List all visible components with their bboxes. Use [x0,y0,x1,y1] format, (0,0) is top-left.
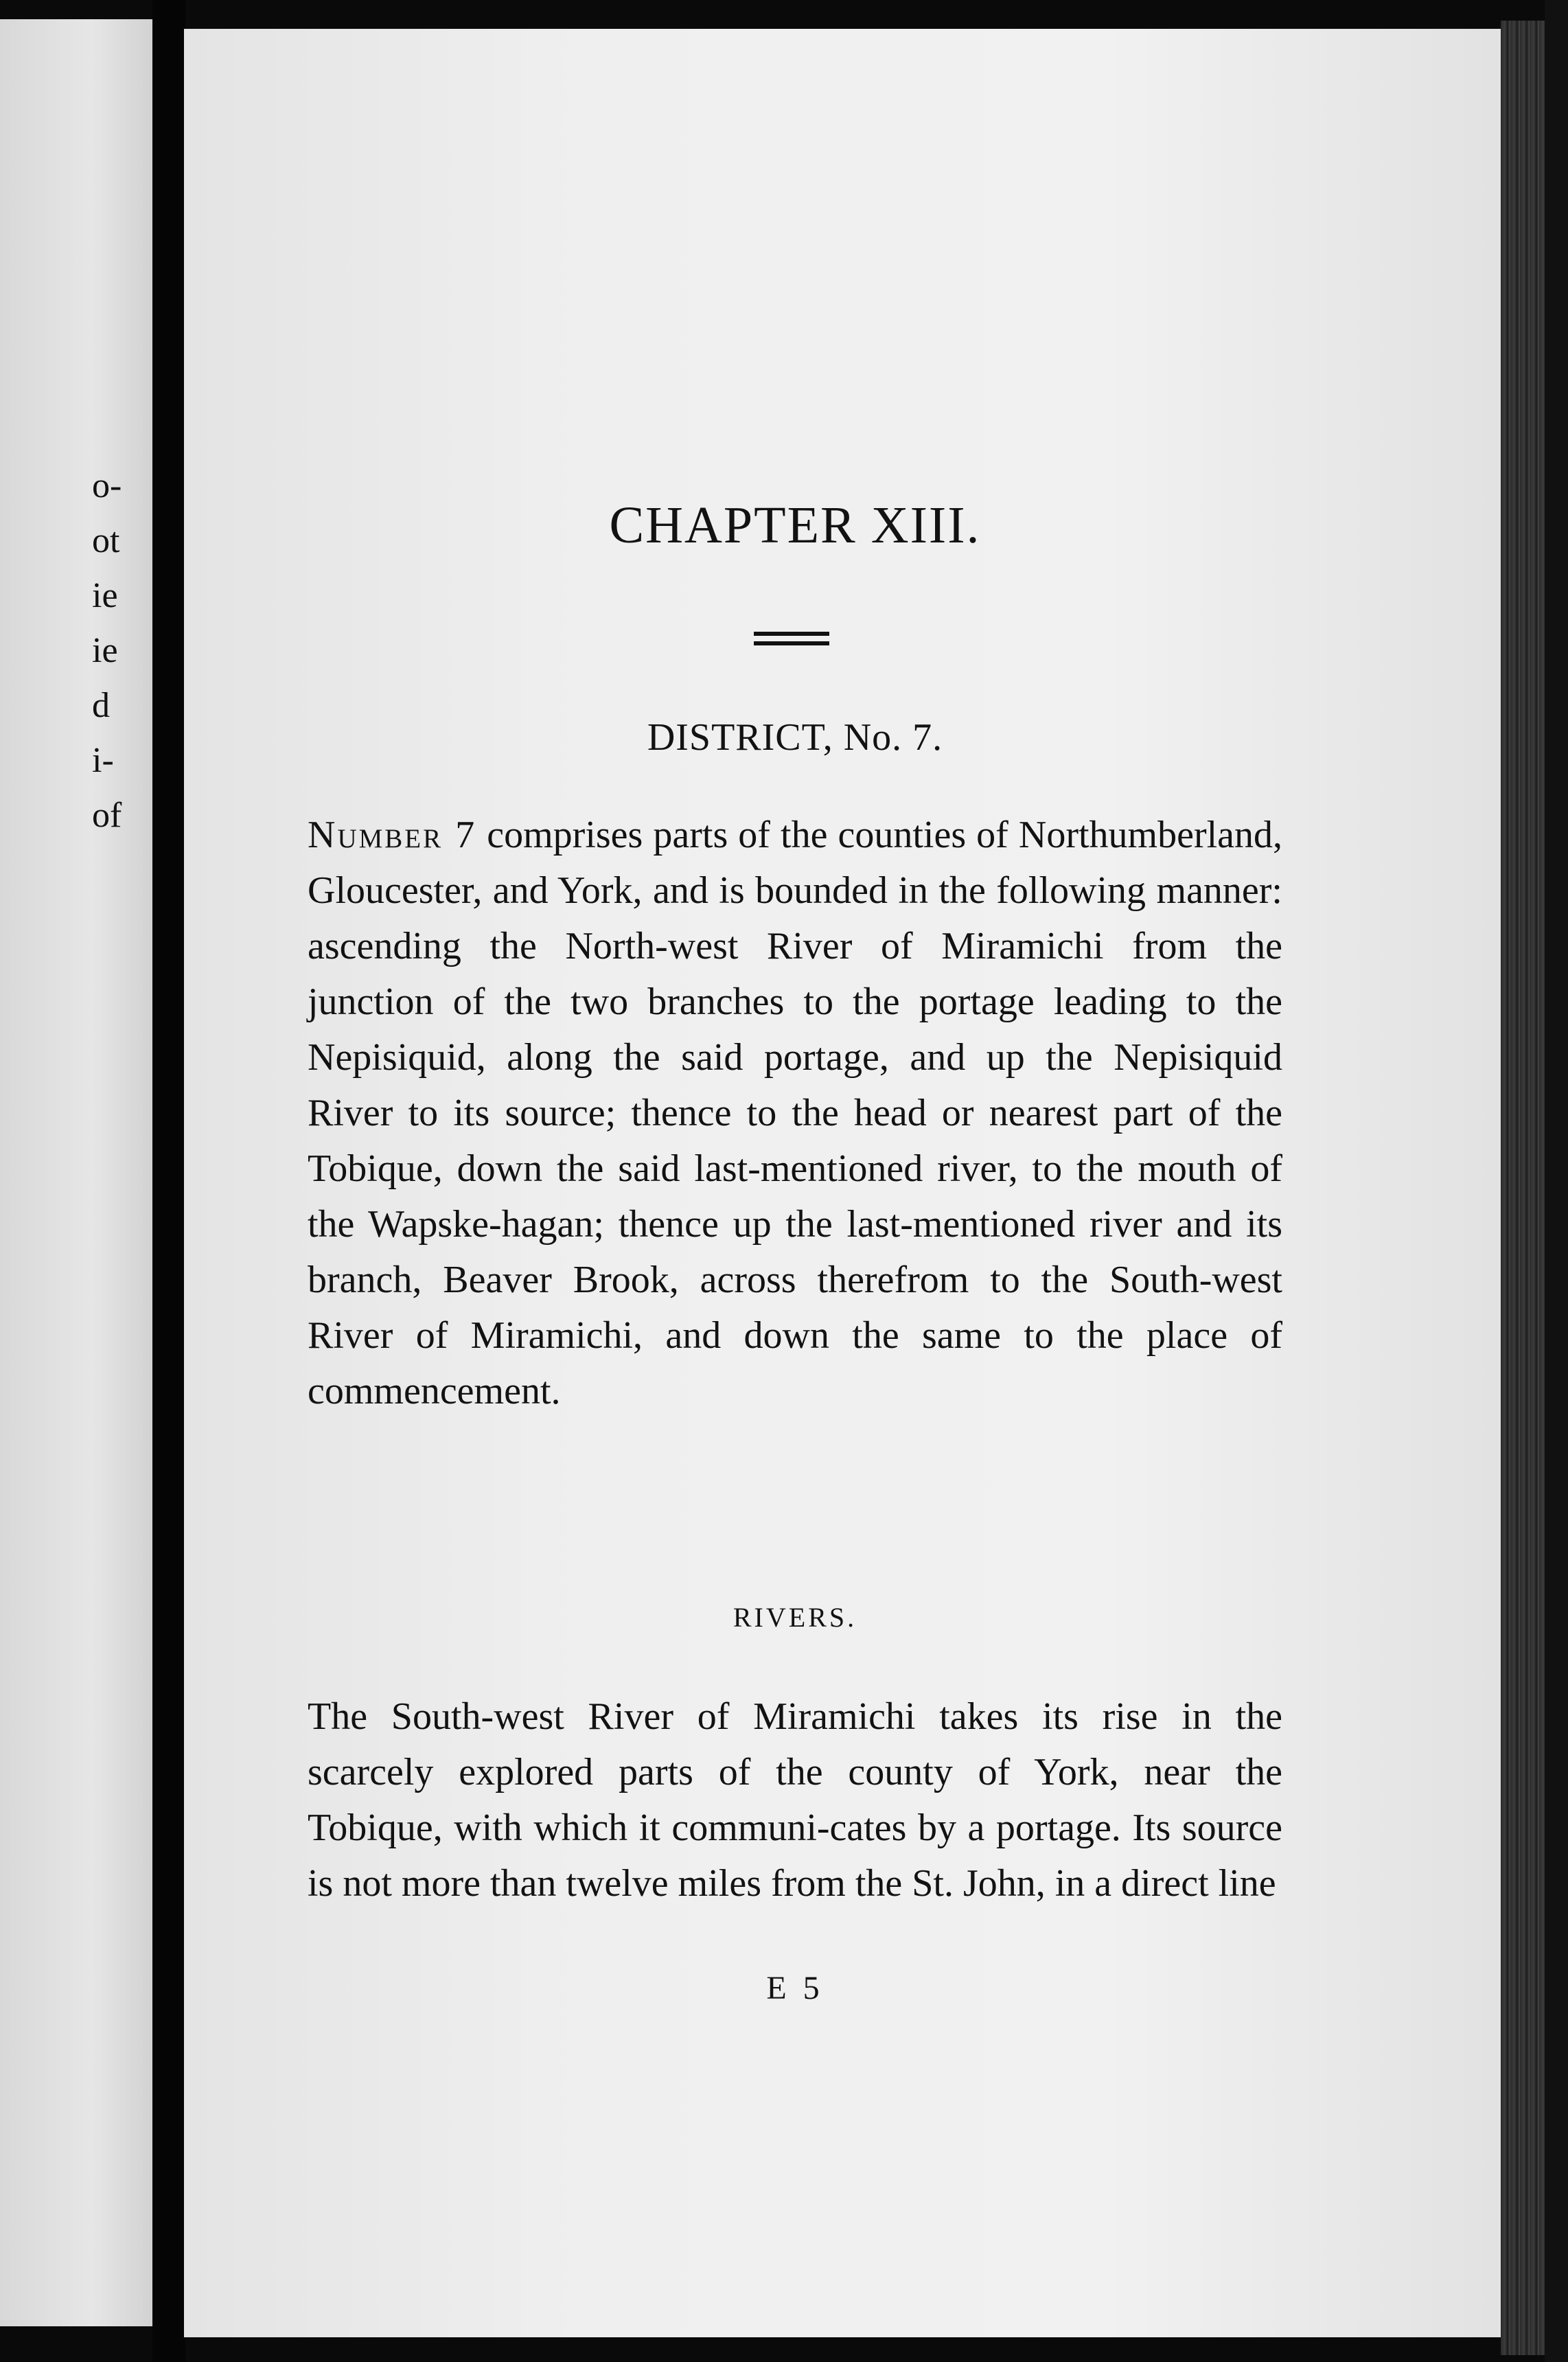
previous-page-line: i- [92,741,114,780]
signature-mark: E 5 [766,1970,824,2006]
book-binding-gutter [152,0,185,2362]
previous-page-line: ot [92,521,120,560]
divider-rule-top [754,632,829,636]
district-description-paragraph [308,807,1282,1419]
previous-page-line: ie [92,576,118,615]
previous-page-line: ie [92,631,118,670]
rivers-paragraph: The South-west River of Miramichi takes its rise in the scarcely explored parts of the county of York, near the Tobique, with which it communi-cates by a portage. Its source is not more than twelve miles from the St. John, in a direct line [308,1695,1282,1905]
paragraph-lead-in: Number 7 [308,814,477,856]
previous-page-line: o- [92,466,122,505]
previous-page-line: d [92,686,110,725]
rivers-heading: RIVERS. [733,1602,857,1633]
book-page [184,29,1501,2337]
chapter-title: CHAPTER XIII. [609,496,981,554]
book-cover-edge [1545,0,1568,2362]
paragraph-body: comprises parts of the counties of Northumberland, Gloucester, and York, and is bounded in the following manner: ascending the North-west River of Miramichi from the junction of the two branches to the portage leading to the Nepisiquid, along the said portage, and up the Nepisiquid River to its source; thence to the head or nearest part of the Tobique, down the said last-mentioned river, to the mouth of the Wapske-hagan; thence up the last-mentioned river and its branch, Beaver Brook, across therefrom to the South-west River of Miramichi, and down the same to the place of commencement. [308,814,1283,1412]
previous-page-fragment [0,19,152,2326]
double-rule-divider [754,632,829,647]
previous-page-line: of [92,796,122,835]
previous-page-text [92,459,147,843]
district-heading: DISTRICT, No. 7. [647,716,943,759]
divider-rule-bottom [754,641,829,645]
